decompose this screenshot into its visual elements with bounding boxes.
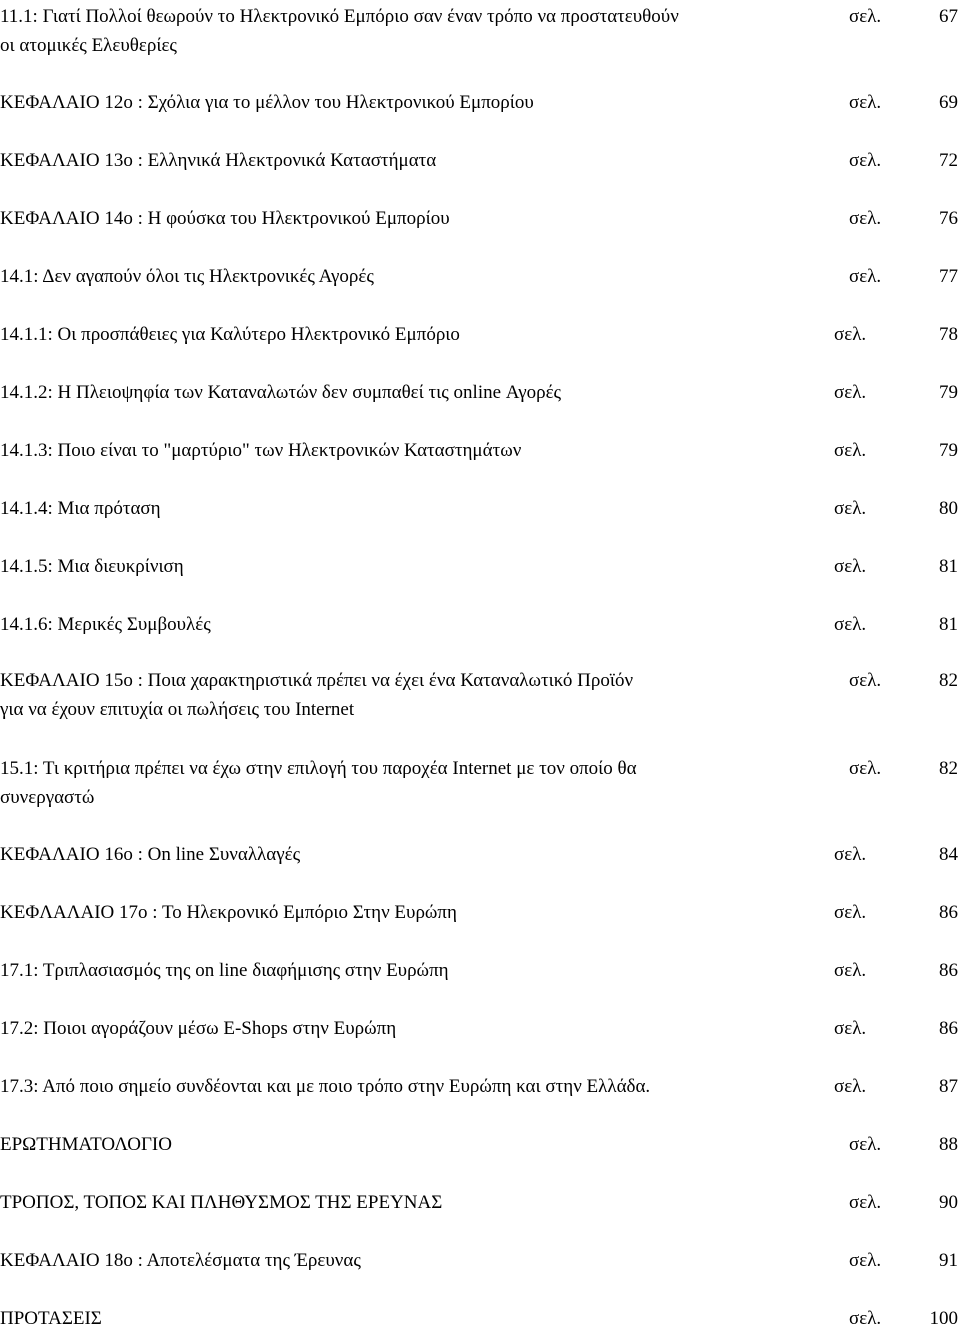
toc-entry-title: 15.1: Τι κριτήρια πρέπει να έχω στην επιλογή του παροχέα Internet με τον οποίο θα συνεργαστώ bbox=[0, 758, 637, 808]
toc-entry-page-number: 67 bbox=[939, 6, 958, 27]
toc-entry-page-prefix: σελ. bbox=[849, 266, 882, 287]
toc-entry-page-number: 88 bbox=[939, 1134, 958, 1155]
toc-entry-title: 14.1.4: Μια πρόταση bbox=[0, 498, 161, 519]
toc-entry-title: ΚΕΦΑΛΑΙΟ 13ο : Ελληνικά Ηλεκτρονικά Καταστήματα bbox=[0, 150, 437, 171]
toc-entry-page-prefix: σελ. bbox=[849, 670, 882, 691]
toc-entry-page-number: 79 bbox=[939, 440, 958, 461]
toc-entry-page-prefix: σελ. bbox=[849, 92, 882, 113]
toc-entry-page-prefix: σελ. bbox=[834, 614, 867, 635]
toc-entry-page-prefix: σελ. bbox=[834, 324, 867, 345]
toc-entry-page-prefix: σελ. bbox=[849, 1308, 882, 1329]
toc-entry-title: 14.1.3: Ποιο είναι το "μαρτύριο" των Ηλεκτρονικών Καταστημάτων bbox=[0, 440, 522, 461]
toc-entry-page-prefix: σελ. bbox=[834, 382, 867, 403]
toc-entry-title: 11.1: Γιατί Πολλοί θεωρούν το Ηλεκτρονικό Εμπόριο σαν έναν τρόπο να προστατευθούν οι ατομικές Ελευθερίες bbox=[0, 6, 679, 56]
toc-entry-page-number: 86 bbox=[939, 960, 958, 981]
toc-entry-title: ΚΕΦΑΛΑΙΟ 16ο : On line Συναλλαγές bbox=[0, 844, 301, 865]
toc-entry-page-prefix: σελ. bbox=[849, 758, 882, 779]
toc-entry-title: 17.1: Τριπλασιασμός της on line διαφήμισης στην Ευρώπη bbox=[0, 960, 449, 981]
toc-entry-page-prefix: σελ. bbox=[849, 208, 882, 229]
toc-entry-page-prefix: σελ. bbox=[849, 1134, 882, 1155]
toc-entry-page-prefix: σελ. bbox=[834, 902, 867, 923]
toc-entry-page-number: 91 bbox=[939, 1250, 958, 1271]
toc-entry-page-prefix: σελ. bbox=[834, 440, 867, 461]
toc-entry-page-number: 86 bbox=[939, 1018, 958, 1039]
toc-entry-page-number: 79 bbox=[939, 382, 958, 403]
toc-entry-page-prefix: σελ. bbox=[849, 6, 882, 27]
toc-entry-page-number: 72 bbox=[939, 150, 958, 171]
toc-entry-title: ΤΡΟΠΟΣ, ΤΟΠΟΣ ΚΑΙ ΠΛΗΘΥΣΜΟΣ ΤΗΣ ΕΡΕΥΝΑΣ bbox=[0, 1192, 443, 1213]
toc-entry-title: ΚΕΦΑΛΑΙΟ 14ο : Η φούσκα του Ηλεκτρονικού Εμπορίου bbox=[0, 208, 450, 229]
toc-entry-page-number: 80 bbox=[939, 498, 958, 519]
toc-entry-page-number: 86 bbox=[939, 902, 958, 923]
toc-entry-title: ΚΕΦΑΛΑΙΟ 18ο : Αποτελέσματα της Έρευνας bbox=[0, 1250, 361, 1271]
toc-entry-title: ΚΕΦΑΛΑΙΟ 12ο : Σχόλια για το μέλλον του Ηλεκτρονικού Εμπορίου bbox=[0, 92, 534, 113]
toc-entry-page-number: 90 bbox=[939, 1192, 958, 1213]
toc-entry-page-number: 82 bbox=[939, 758, 958, 779]
toc-entry-page-prefix: σελ. bbox=[834, 844, 867, 865]
toc-entry-page-prefix: σελ. bbox=[849, 1250, 882, 1271]
toc-entry-page-prefix: σελ. bbox=[834, 960, 867, 981]
toc-entry-page-number: 84 bbox=[939, 844, 958, 865]
toc-entry-page-number: 77 bbox=[939, 266, 958, 287]
toc-entry-page-number: 81 bbox=[939, 614, 958, 635]
toc-entry-page-prefix: σελ. bbox=[834, 556, 867, 577]
toc-entry-page-number: 81 bbox=[939, 556, 958, 577]
toc-entry-page-number: 69 bbox=[939, 92, 958, 113]
toc-entry-title: ΚΕΦΛΑΛΑΙΟ 17ο : Το Ηλεκρονικό Εμπόριο Στην Ευρώπη bbox=[0, 902, 457, 923]
toc-entry-title: 17.2: Ποιοι αγοράζουν μέσω E-Shops στην Ευρώπη bbox=[0, 1018, 397, 1039]
toc-entry-page-prefix: σελ. bbox=[834, 1018, 867, 1039]
toc-entry-page-number: 76 bbox=[939, 208, 958, 229]
toc-entry-title: 17.3: Από ποιο σημείο συνδέονται και με ποιο τρόπο στην Ευρώπη και στην Ελλάδα. bbox=[0, 1076, 651, 1097]
toc-entry-page-prefix: σελ. bbox=[834, 1076, 867, 1097]
toc-entry-page-number: 82 bbox=[939, 670, 958, 691]
toc-entry-title: ΚΕΦΑΛΑΙΟ 15ο : Ποια χαρακτηριστικά πρέπει να έχει ένα Καταναλωτικό Προϊόν για να έχουν επιτυχία οι πωλήσεις του Internet bbox=[0, 670, 634, 720]
toc-entry-page-prefix: σελ. bbox=[849, 150, 882, 171]
toc-entry-title: 14.1: Δεν αγαπούν όλοι τις Ηλεκτρονικές Αγορές bbox=[0, 266, 374, 287]
toc-entry-page-prefix: σελ. bbox=[849, 1192, 882, 1213]
toc-entry-page-number: 87 bbox=[939, 1076, 958, 1097]
toc-entry-page-number: 100 bbox=[929, 1308, 958, 1329]
toc-entry-title: 14.1.2: Η Πλειοψηφία των Καταναλωτών δεν συμπαθεί τις online Αγορές bbox=[0, 382, 562, 403]
toc-entry-title: ΕΡΩΤΗΜΑΤΟΛΟΓΙΟ bbox=[0, 1134, 172, 1155]
toc-entry-page-prefix: σελ. bbox=[834, 498, 867, 519]
toc-entry-title: ΠΡΟΤΑΣΕΙΣ bbox=[0, 1308, 102, 1329]
toc-entry-title: 14.1.1: Οι προσπάθειες για Καλύτερο Ηλεκτρονικό Εμπόριο bbox=[0, 324, 460, 345]
toc-entry-title: 14.1.6: Μερικές Συμβουλές bbox=[0, 614, 211, 635]
toc-entry-page-number: 78 bbox=[939, 324, 958, 345]
toc-entry-title: 14.1.5: Μια διευκρίνιση bbox=[0, 556, 184, 577]
